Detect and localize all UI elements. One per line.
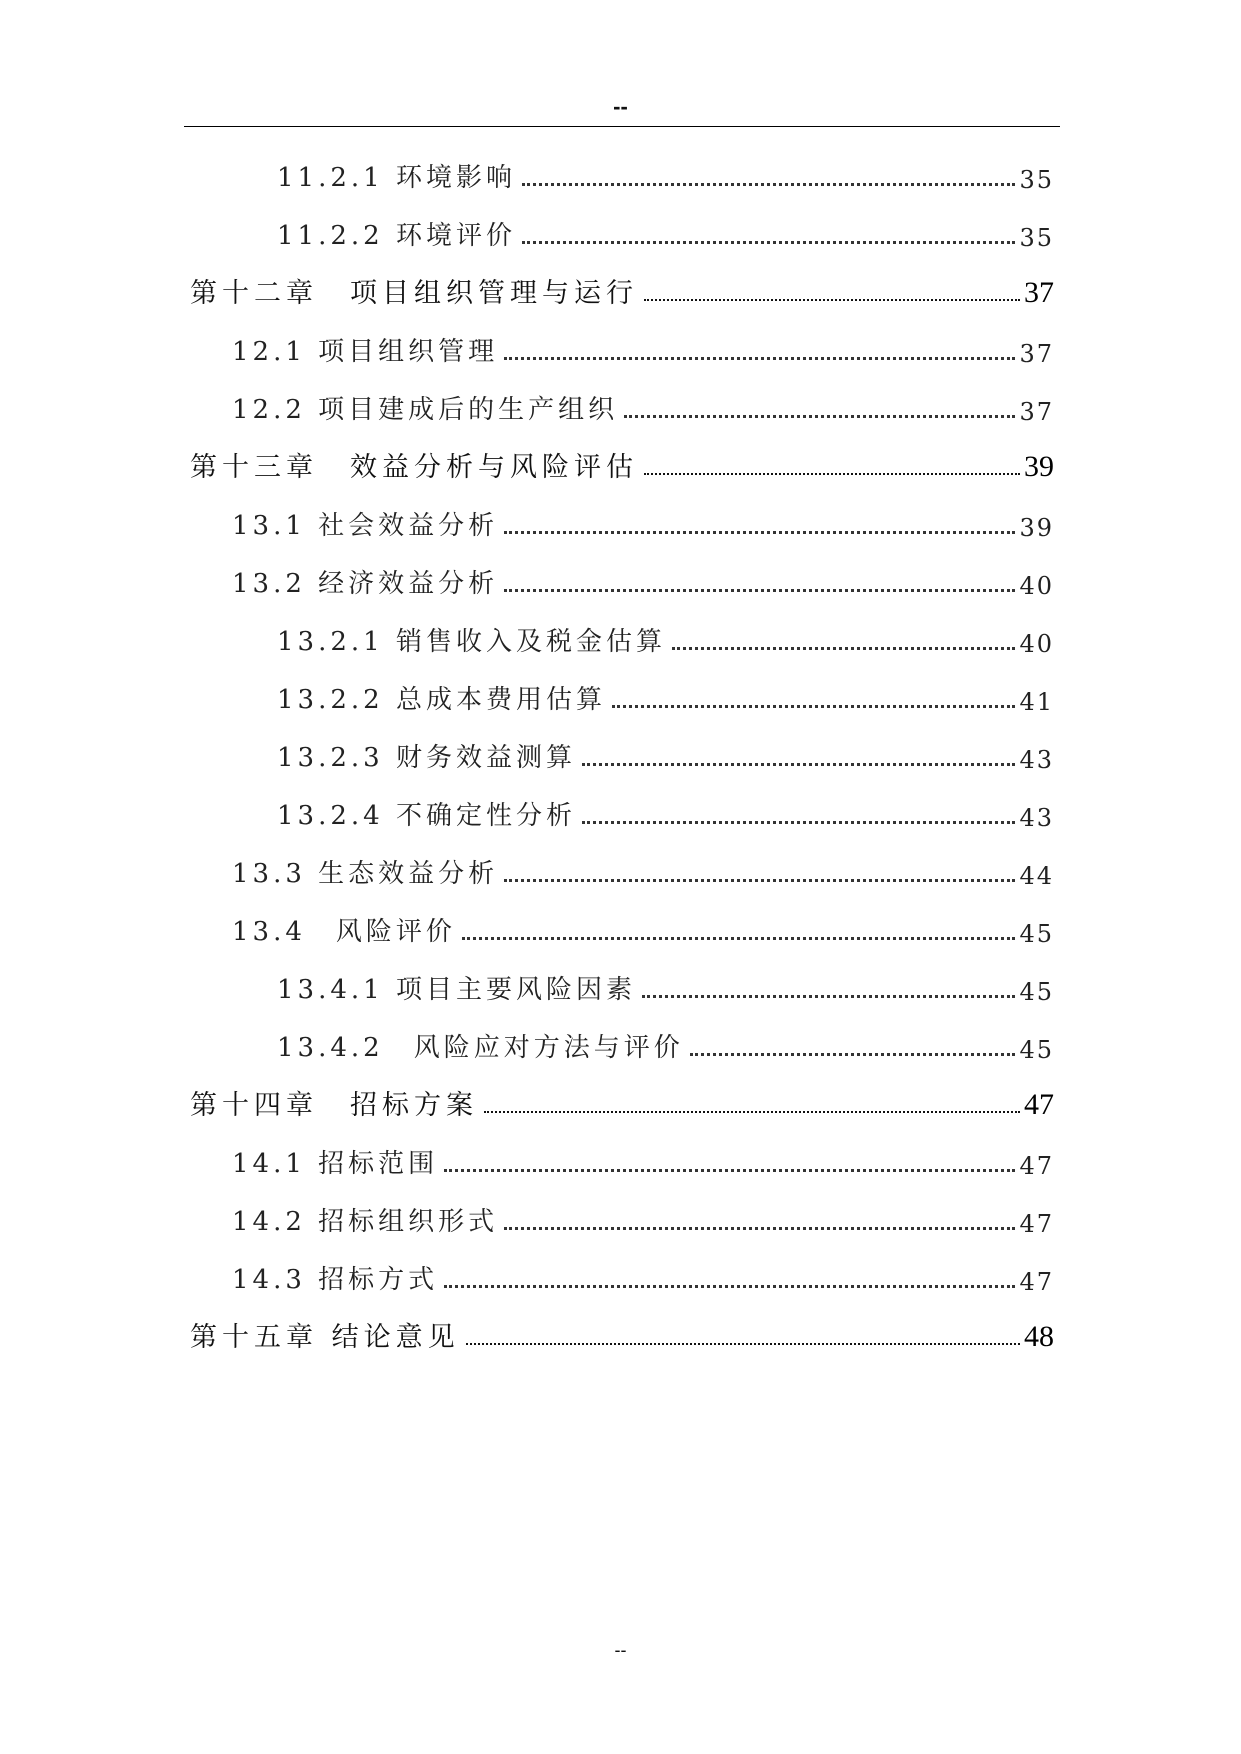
toc-entry-label: 13.4 风险评价 (232, 917, 456, 947)
toc-leader (582, 763, 1015, 766)
toc-page-number: 40 (1019, 572, 1054, 600)
toc-entry[interactable] (0, 556, 1054, 600)
toc-chapter-entry[interactable] (0, 1078, 1054, 1122)
toc-leader (522, 183, 1015, 186)
toc-page-number: 44 (1019, 862, 1054, 890)
toc-page-number: 43 (1019, 804, 1054, 832)
toc-chapter-entry[interactable] (0, 266, 1054, 310)
toc-page-number: 37 (1024, 276, 1054, 309)
toc-leader (522, 241, 1015, 244)
toc-page-number: 35 (1019, 166, 1054, 194)
toc-leader (504, 357, 1015, 360)
toc-entry[interactable] (0, 730, 1054, 774)
toc-entry-label: 13.2.3 财务效益测算 (277, 743, 576, 773)
toc-leader (642, 995, 1015, 998)
toc-leader (484, 1111, 1020, 1113)
toc-leader (444, 1285, 1015, 1288)
toc-leader (504, 531, 1015, 534)
toc-page-number: 40 (1019, 630, 1054, 658)
toc-entry[interactable] (0, 672, 1054, 716)
toc-page-number: 45 (1019, 978, 1054, 1006)
toc-entry-label: 第十二章 项目组织管理与运行 (190, 278, 638, 309)
toc-page-number: 39 (1024, 450, 1054, 483)
toc-page-number: 41 (1019, 688, 1054, 716)
toc-entry[interactable] (0, 498, 1054, 542)
header-mark: -- (613, 94, 628, 119)
toc-entry[interactable] (0, 962, 1054, 1006)
toc-entry-label: 13.3 生态效益分析 (232, 859, 499, 889)
toc-entry[interactable] (0, 382, 1054, 426)
toc-entry[interactable] (0, 846, 1054, 890)
toc-entry-label: 12.1 项目组织管理 (232, 337, 499, 367)
toc-entry-label: 13.1 社会效益分析 (232, 511, 499, 541)
toc-entry-label: 第十三章 效益分析与风险评估 (190, 452, 638, 483)
toc-entry-label: 13.2.2 总成本费用估算 (277, 685, 606, 715)
footer-mark: -- (614, 1640, 627, 1660)
toc-entry[interactable] (0, 904, 1054, 948)
toc-entry-label: 14.1 招标范围 (232, 1149, 439, 1179)
toc-entry[interactable] (0, 1136, 1054, 1180)
toc-page-number: 45 (1019, 1036, 1054, 1064)
toc-page-number: 47 (1019, 1152, 1054, 1180)
toc-page-number: 37 (1019, 340, 1054, 368)
toc-page-number: 45 (1019, 920, 1054, 948)
toc-entry-label: 11.2.1 环境影响 (277, 163, 516, 193)
toc-entry[interactable] (0, 208, 1054, 252)
toc-entry-label: 12.2 项目建成后的生产组织 (232, 395, 619, 425)
toc-chapter-entry[interactable] (0, 1310, 1054, 1354)
toc-entry-label: 13.4.2 风险应对方法与评价 (277, 1033, 684, 1063)
toc-leader (466, 1343, 1020, 1345)
toc-entry-label: 14.3 招标方式 (232, 1265, 439, 1295)
toc-page-number: 47 (1019, 1268, 1054, 1296)
toc-entry-label: 13.2.1 销售收入及税金估算 (277, 627, 666, 657)
toc-page-number: 48 (1024, 1320, 1054, 1353)
toc-entry[interactable] (0, 1020, 1054, 1064)
toc-page-number: 43 (1019, 746, 1054, 774)
toc-leader (612, 705, 1015, 708)
toc-page-number: 37 (1019, 398, 1054, 426)
toc-page-number: 47 (1024, 1088, 1054, 1121)
toc-leader (672, 647, 1015, 650)
toc-page-number: 35 (1019, 224, 1054, 252)
toc-leader (624, 415, 1015, 418)
toc-chapter-entry[interactable] (0, 440, 1054, 484)
toc-entry[interactable] (0, 1252, 1054, 1296)
toc-entry[interactable] (0, 788, 1054, 832)
toc-leader (504, 879, 1015, 882)
toc-leader (504, 589, 1015, 592)
toc-entry-label: 13.2.4 不确定性分析 (277, 801, 576, 831)
toc-entry-label: 11.2.2 环境评价 (277, 221, 516, 251)
toc-entry[interactable] (0, 614, 1054, 658)
toc-leader (462, 937, 1016, 940)
toc-page-number: 47 (1019, 1210, 1054, 1238)
toc-leader (444, 1169, 1015, 1172)
toc-entry[interactable] (0, 150, 1054, 194)
header-divider (184, 126, 1060, 127)
toc-entry-label: 13.2 经济效益分析 (232, 569, 499, 599)
toc-entry-label: 14.2 招标组织形式 (232, 1207, 499, 1237)
toc-entry-label: 第十四章 招标方案 (190, 1090, 478, 1121)
toc-leader (644, 473, 1020, 475)
toc-leader (582, 821, 1015, 824)
toc-entry[interactable] (0, 324, 1054, 368)
toc-page-number: 39 (1019, 514, 1054, 542)
toc-entry-label: 第十五章 结论意见 (190, 1322, 460, 1353)
toc-leader (644, 299, 1020, 301)
toc-leader (690, 1053, 1016, 1056)
toc-leader (504, 1227, 1015, 1230)
toc-entry[interactable] (0, 1194, 1054, 1238)
toc-entry-label: 13.4.1 项目主要风险因素 (277, 975, 636, 1005)
